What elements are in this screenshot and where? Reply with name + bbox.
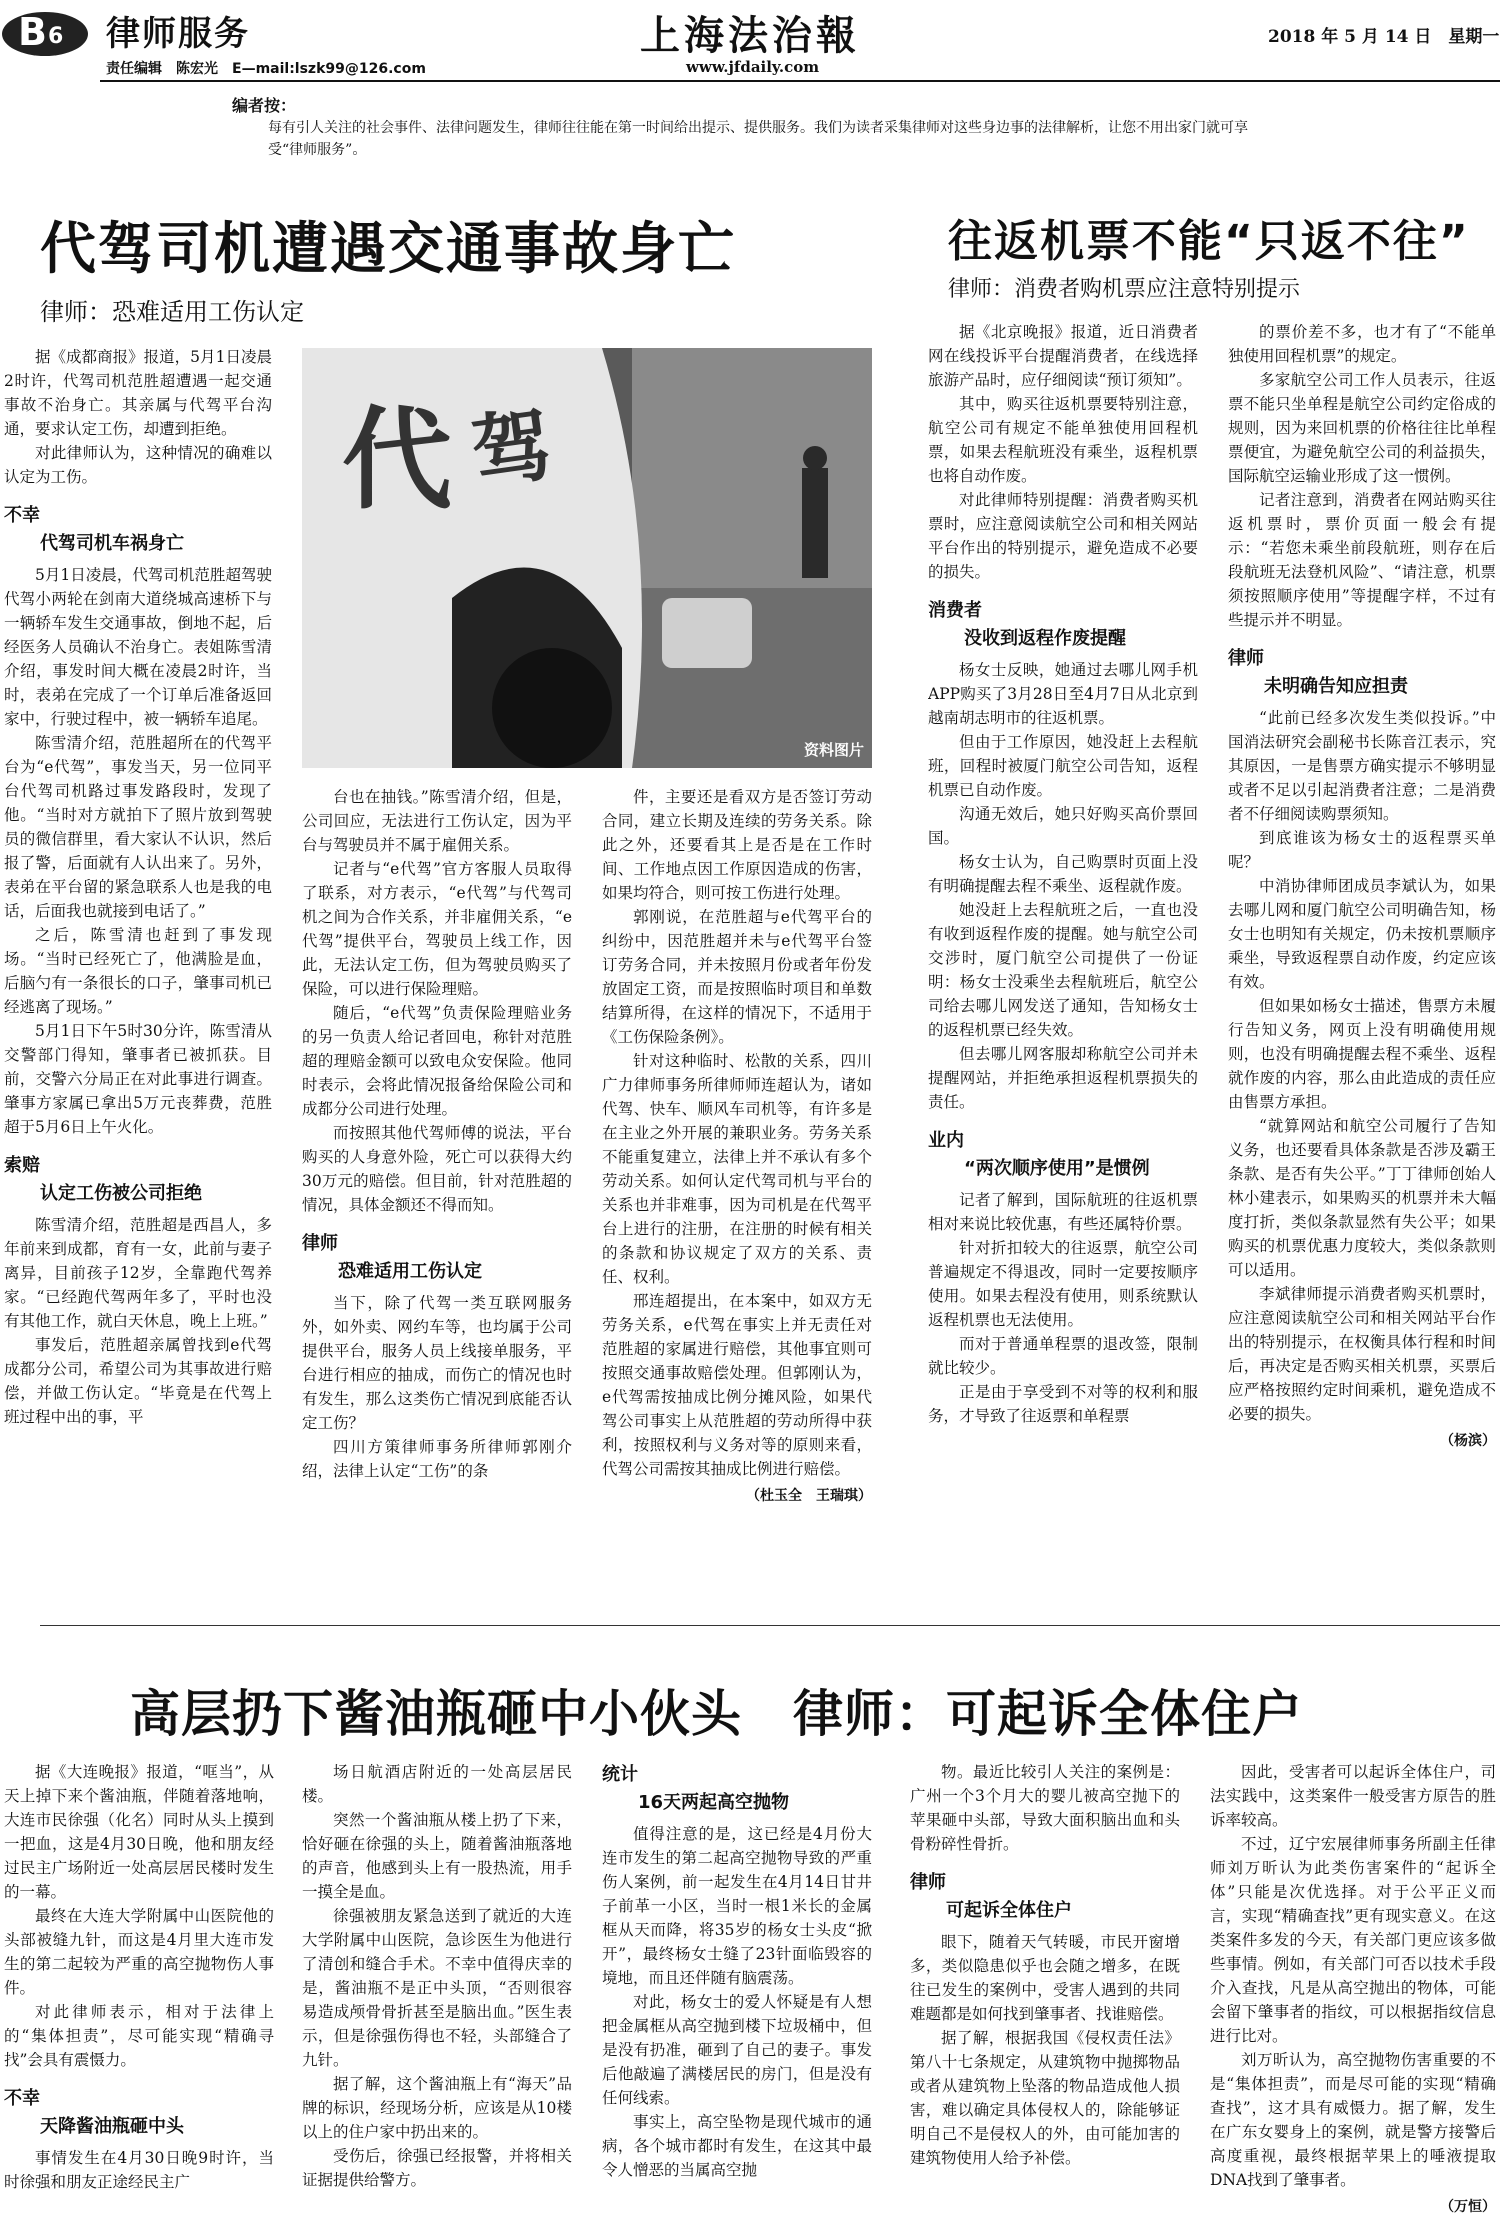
paragraph: 事实上，高空坠物是现代城市的通病，各个城市都时有发生，在这其中最令人憎恶的当属高空抛 (602, 2113, 872, 2179)
byline: （万恒） (1440, 2199, 1496, 2215)
paragraph: 但由于工作原因，她没赶上去程航班，回程时被厦门航空公司告知，返程机票已自动作废。 (928, 733, 1198, 799)
article3-column-5 (1210, 1760, 1496, 2222)
paragraph: 场日航酒店附近的一处高层居民楼。 (302, 1763, 572, 1805)
paragraph: 陈雪清介绍，范胜超是西昌人，多年前来到成都，育有一女，此前与妻子离异，目前孩子12岁，全靠跑代驾养家。“已经跑代驾两年多了，平时也没有其他工作，就白天休息，晚上上班。” (4, 1216, 272, 1330)
article2-column-2 (1228, 320, 1496, 1610)
paragraph: “就算网站和航空公司履行了告知义务，也还要看具体条款是否涉及霸王条款、是否有失公平。”丁丁律师创始人林小建表示，如果购买的机票并未大幅度打折，类似条款显然有失公平；如果购买的机票优惠力度较大，类似条款则可以适用。 (1228, 1117, 1496, 1279)
kicker: 律师 (1228, 648, 1264, 669)
paragraph: 据《成都商报》报道，5月1日凌晨2时许，代驾司机范胜超遭遇一起交通事故不治身亡。其亲属与代驾平台沟通，要求认定工伤，却遭到拒绝。 (4, 348, 272, 438)
kicker: 索赔 (4, 1155, 40, 1176)
kicker: 律师 (910, 1872, 946, 1893)
paragraph: 5月1日下午5时30分许，陈雪清从交警部门得知，肇事者已被抓获。目前，交警六分局正在对此事进行调查。肇事方家属已拿出5万元丧葬费，范胜超于5月6日上午火化。 (4, 1022, 272, 1136)
article3-column-3 (602, 1760, 872, 2222)
paragraph: 对此律师认为，这种情况的确难以认定为工伤。 (4, 444, 272, 486)
article2-column-1 (928, 320, 1198, 1610)
page-number-badge (0, 0, 90, 58)
paragraph: 因此，受害者可以起诉全体住户，司法实践中，这类案件一般受害方原告的胜诉率较高。 (1210, 1763, 1496, 1829)
paragraph: 物。最近比较引人关注的案例是：广州一个3个月大的婴儿被高空抛下的苹果砸中头部，导致大面积脑出血和头骨粉碎性骨折。 (910, 1763, 1180, 1853)
paragraph: 多家航空公司工作人员表示，往返票不能只坐单程是航空公司约定俗成的规则，因为来回机票的价格往往比单程票便宜，为避免航空公司的利益损失，国际航空运输业形成了这一惯例。 (1228, 371, 1496, 485)
paragraph: 刘万昕认为，高空抛物伤害重要的不是“集体担责”，而是尽可能的实现“精确查找”，这才具有威慑力。据了解，发生在广东女婴身上的案例，就是警方接警后高度重视，最终根据苹果上的唾液提取DNA找到了肇事者。 (1210, 2051, 1496, 2189)
newspaper-url: www.jfdaily.com (686, 58, 820, 76)
subheading: 天降酱油瓶砸中头 (40, 2116, 184, 2137)
article3-headline: 高层扔下酱油瓶砸中小伙头 律师：可起诉全体住户 (130, 1685, 1303, 1743)
paragraph: 事发后，范胜超亲属曾找到e代驾成都分公司，希望公司为其事故进行赔偿，并做工伤认定。“毕竟是在代驾上班过程中出的事，平 (4, 1336, 272, 1426)
paragraph: 邢连超提出，在本案中，如双方无劳务关系，e代驾在事实上并无责任对范胜超的家属进行赔偿，其他事宜则可按照交通事故赔偿处理。但郭刚认为，e代驾需按抽成比例分摊风险，如果代驾公司事实上从范胜超的劳动所得中获利，按照权利与义务对等的原则来看，代驾公司需按其抽成比例进行赔偿。 (602, 1292, 872, 1478)
paragraph: 徐强被朋友紧急送到了就近的大连大学附属中山医院，急诊医生为他进行了清创和缝合手术。不幸中值得庆幸的是，酱油瓶不是正中头顶，“否则很容易造成颅骨骨折甚至是脑出血。”医生表示，但是徐强伤得也不轻，头部缝合了九针。 (302, 1907, 572, 2069)
subheading: 可起诉全体住户 (946, 1900, 1072, 1921)
article1-photo (302, 348, 872, 768)
paragraph: 到底谁该为杨女士的返程票买单呢？ (1228, 829, 1496, 871)
paragraph: 记者了解到，国际航班的往返机票相对来说比较优惠，有些还属特价票。 (928, 1191, 1198, 1233)
article1-column-1 (4, 345, 272, 1610)
kicker: 统计 (602, 1764, 638, 1785)
byline: （杨滨） (1440, 1433, 1496, 1449)
page-number: 6 (48, 24, 64, 49)
svg-text:代: 代 (342, 396, 452, 524)
kicker: 不幸 (4, 2088, 40, 2109)
photo-illustration (302, 348, 872, 768)
paragraph: 杨女士认为，自己购票时页面上没有明确提醒去程不乘坐、返程就作废。 (928, 853, 1198, 895)
kicker: 不幸 (4, 505, 40, 526)
paragraph: 郭刚说，在范胜超与e代驾平台的纠纷中，因范胜超并未与e代驾平台签订劳务合同，并未按照月份或者年份发放固定工资，而是按照临时项目和单数结算所得，在这样的情况下，不适用于《工伤保险条例》。 (602, 908, 872, 1046)
paragraph: 的票价差不多，也才有了“不能单独使用回程机票”的规定。 (1228, 323, 1496, 365)
paragraph: 中消协律师团成员李斌认为，如果去哪儿网和厦门航空公司明确告知，杨女士也明知有关规定，仍未按机票顺序乘坐，导致返程票自动作废，约定应该有效。 (1228, 877, 1496, 991)
article1-deck: 律师：恐难适用工伤认定 (40, 298, 304, 326)
editor-note-label: 编者按： (232, 96, 297, 115)
editor-credit: 责任编辑 陈宏光 E—mail:lszk99@126.com (106, 61, 426, 77)
paragraph: 据了解，这个酱油瓶上有“海天”品牌的标识，经现场分析，应该是从10楼以上的住户家中扔出来的。 (302, 2075, 572, 2141)
paragraph: 李斌律师提示消费者购买机票时，应注意阅读航空公司和相关网站平台作出的特别提示，在权衡具体行程和时间后，再决定是否购买相关机票，买票后应严格按照约定时间乘机，避免造成不必要的损失。 (1228, 1285, 1496, 1423)
paragraph: 对此律师特别提醒：消费者购买机票时，应注意阅读航空公司和相关网站平台作出的特别提示，避免造成不必要的损失。 (928, 491, 1198, 581)
article1-column-3 (602, 785, 872, 1610)
paragraph: 而对于普通单程票的退改签，限制就比较少。 (928, 1335, 1198, 1377)
paragraph: 针对折扣较大的往返票，航空公司普遍规定不得退改，同时一定要按顺序使用。如果去程没有使用，则系统默认返程机票也无法使用。 (928, 1239, 1198, 1329)
svg-text:驾: 驾 (466, 397, 559, 501)
subheading: “两次顺序使用”是惯例 (964, 1158, 1150, 1179)
paragraph: 眼下，随着天气转暖，市民开窗增多，类似隐患似乎也会随之增多，在既往已发生的案例中，受害人遇到的共同难题都是如何找到肇事者、找谁赔偿。 (910, 1933, 1180, 2023)
paragraph: 受伤后，徐强已经报警，并将相关证据提供给警方。 (302, 2147, 572, 2189)
article1-headline: 代驾司机遭遇交通事故身亡 (40, 217, 736, 282)
article3-column-1 (4, 1760, 274, 2222)
paragraph: 而按照其他代驾师傅的说法，平台购买的人身意外险，死亡可以获得大约30万元的赔偿。但目前，针对范胜超的情况，具体金额还不得而知。 (302, 1124, 572, 1214)
paragraph: 沟通无效后，她只好购买高价票回国。 (928, 805, 1198, 847)
newspaper-logo: 上海法治報 (640, 12, 860, 59)
subheading: 16天两起高空抛物 (638, 1792, 790, 1813)
subheading: 认定工伤被公司拒绝 (40, 1183, 202, 1204)
subheading: 未明确告知应担责 (1264, 676, 1408, 697)
article1-column-2 (302, 785, 572, 1610)
section-title: 律师服务 (106, 14, 250, 54)
paragraph: 记者与“e代驾”官方客服人员取得了联系，对方表示，“e代驾”与代驾司机之间为合作关系，并非雇佣关系，“e代驾”提供平台，驾驶员上线工作，因此，无法认定工伤，但为驾驶员购买了保险，可以进行保险理赔。 (302, 860, 572, 998)
paragraph: 件，主要还是看双方是否签订劳动合同，建立长期及连续的劳务关系。除此之外，还要看其上是否是在工作时间、工作地点因工作原因造成的伤害，如果均符合，则可按工伤进行处理。 (602, 788, 872, 902)
masthead-rule (100, 80, 1500, 82)
paragraph: 不过，辽宁宏展律师事务所副主任律师刘万昕认为此类伤害案件的“起诉全体”只能是次优选择。对于公平正义而言，实现“精确查找”更有现实意义。在这类案件多发的今天，有关部门更应该多做些事情。例如，有关部门可否以技术手段介入查找，凡是从高空抛出的物体，可能会留下肇事者的指纹，可以根据指纹信息进行比对。 (1210, 1835, 1496, 2045)
paragraph: 据《北京晚报》报道，近日消费者网在线投诉平台提醒消费者，在线选择旅游产品时，应仔细阅读“预订须知”。 (928, 323, 1198, 389)
paragraph: 正是由于享受到不对等的权利和服务，才导致了往返票和单程票 (928, 1383, 1198, 1425)
article3-column-2 (302, 1760, 572, 2222)
paragraph: 值得注意的是，这已经是4月份大连市发生的第二起高空抛物导致的严重伤人案例，前一起发生在4月14日甘井子前革一小区，当时一根1米长的金属框从天而降，将35岁的杨女士头皮“掀开”，最终杨女士缝了23针面临毁容的境地，而且还伴随有脑震荡。 (602, 1825, 872, 1987)
paragraph: 随后，“e代驾”负责保险理赔业务的另一负责人给记者回电，称针对范胜超的理赔金额可以致电众安保险。他同时表示，会将此情况报备给保险公司和成都分公司进行处理。 (302, 1004, 572, 1118)
page-letter: B (18, 10, 47, 54)
paragraph: 最终在大连大学附属中山医院他的头部被缝九针，而这是4月里大连市发生的第二起较为严重的高空抛物伤人事件。 (4, 1907, 274, 1997)
paragraph: 对此律师表示，相对于法律上的“集体担责”，尽可能实现“精确寻找”会具有震慑力。 (4, 2003, 274, 2069)
subheading: 代驾司机车祸身亡 (40, 533, 184, 554)
paragraph: 5月1日凌晨，代驾司机范胜超驾驶代驾小两轮在剑南大道绕城高速桥下与一辆轿车发生交通事故，倒地不起，后经医务人员确认不治身亡。表姐陈雪清介绍，事发时间大概在凌晨2时许，当时，表弟在完成了一个订单后准备返回家中，行驶过程中，被一辆轿车追尾。 (4, 566, 272, 728)
paragraph: 突然一个酱油瓶从楼上扔了下来，恰好砸在徐强的头上，随着酱油瓶落地的声音，他感到头上有一股热流，用手一摸全是血。 (302, 1811, 572, 1901)
paragraph: 记者注意到，消费者在网站购买往返机票时，票价页面一般会有提示：“若您未乘坐前段航班，则存在后段航班无法登机风险”、“请注意，机票须按照顺序使用”等提醒字样，不过有些提示并不明显。 (1228, 491, 1496, 629)
section-divider (40, 1625, 1500, 1626)
kicker: 律师 (302, 1233, 338, 1254)
paragraph: 陈雪清介绍，范胜超所在的代驾平台为“e代驾”，事发当天，另一位同平台代驾司机路过事发路段时，发现了他。“当时对方就拍下了照片放到驾驶员的微信群里，看大家认不认识，然后报了警，后面就有人认出来了。另外，表弟在平台留的紧急联系人也是我的电话，后面我也就接到电话了。” (4, 734, 272, 920)
paragraph: 四川方策律师事务所律师郭刚介绍，法律上认定“工伤”的条 (302, 1438, 572, 1480)
paragraph: 针对这种临时、松散的关系，四川广力律师事务所律师师连超认为，诸如代驾、快车、顺风车司机等，有许多是在主业之外开展的兼职业务。劳务关系不能重复建立，法律上并不承认有多个劳动关系。如何认定代驾司机与平台的关系也并非难事，因为司机是在代驾平台上进行的注册，在注册的时候有相关的条款和协议规定了双方的关系、责任、权利。 (602, 1052, 872, 1286)
editor-note-text: 每有引人关注的社会事件、法律问题发生，律师往往能在第一时间给出提示、提供服务。我们为读者采集律师对这些身边事的法律解析，让您不用出家门就可享受“律师服务”。 (268, 120, 1248, 158)
photo-caption: 资料图片 (803, 741, 864, 759)
issue-date: 2018 年 5 月 14 日 星期一 (1268, 27, 1500, 47)
paragraph: 据了解，根据我国《侵权责任法》第八十七条规定，从建筑物中抛掷物品或者从建筑物上坠落的物品造成他人损害，难以确定具体侵权人的，除能够证明自己不是侵权人的外，由可能加害的建筑物使用人给予补偿。 (910, 2029, 1180, 2167)
paragraph: 台也在抽钱。”陈雪清介绍，但是，公司回应，无法进行工伤认定，因为平台与驾驶员并不属于雇佣关系。 (302, 788, 572, 854)
article2-deck: 律师：消费者购机票应注意特别提示 (948, 277, 1301, 302)
paragraph: 但去哪儿网客服却称航空公司并未提醒网站，并拒绝承担返程机票损失的责任。 (928, 1045, 1198, 1111)
paragraph: 杨女士反映，她通过去哪儿网手机APP购买了3月28日至4月7日从北京到越南胡志明市的往返机票。 (928, 661, 1198, 727)
paragraph: 对此，杨女士的爱人怀疑是有人想把金属框从高空抛到楼下垃圾桶中，但是没有扔准，砸到了自己的妻子。事发后他敲遍了满楼居民的房门，但是没有任何线索。 (602, 1993, 872, 2107)
kicker: 消费者 (928, 600, 982, 621)
paragraph: 据《大连晚报》报道，“哐当”，从天上掉下来个酱油瓶，伴随着落地响，大连市民徐强（化名）同时从头上摸到一把血，这是4月30日晚，他和朋友经过民主广场附近一处高层居民楼时发生的一幕。 (4, 1763, 274, 1901)
paragraph: 她没赶上去程航班之后，一直也没有收到返程作废的提醒。她与航空公司交涉时，厦门航空公司提供了一份证明：杨女士没乘坐去程航班后，航空公司给去哪儿网发送了通知，告知杨女士的返程机票已经失效。 (928, 901, 1198, 1039)
paragraph: 当下，除了代驾一类互联网服务外，如外卖、网约车等，也均属于公司提供平台，服务人员上线接单服务，平台进行相应的抽成，而伤亡的情况也时有发生，那么这类伤亡情况到底能否认定工伤？ (302, 1294, 572, 1432)
subheading: 恐难适用工伤认定 (338, 1261, 482, 1282)
paragraph: 之后，陈雪清也赶到了事发现场。“当时已经死亡了，他满脸是血，后脑勺有一条很长的口子，肇事司机已经逃离了现场。” (4, 926, 272, 1016)
paragraph: 但如果如杨女士描述，售票方未履行告知义务，网页上没有明确使用规则，也没有明确提醒去程不乘坐、返程就作废的内容，那么由此造成的责任应由售票方承担。 (1228, 997, 1496, 1111)
subheading: 没收到返程作废提醒 (964, 628, 1126, 649)
article2-headline: 往返机票不能“只返不往” (948, 216, 1470, 267)
paragraph: 事情发生在4月30日晚9时许，当时徐强和朋友正途经民主广 (4, 2149, 274, 2191)
article3-column-4 (910, 1760, 1180, 2222)
paragraph: 其中，购买往返机票要特别注意，航空公司有规定不能单独使用回程机票，如果去程航班没有乘坐，返程机票也将自动作废。 (928, 395, 1198, 485)
paragraph: “此前已经多次发生类似投诉。”中国消法研究会副秘书长陈音江表示，究其原因，一是售票方确实提示不够明显或者不足以引起消费者注意；二是消费者不仔细阅读购票须知。 (1228, 709, 1496, 823)
byline: （杜玉全 王瑞琪） (746, 1488, 872, 1504)
kicker: 业内 (928, 1130, 964, 1151)
